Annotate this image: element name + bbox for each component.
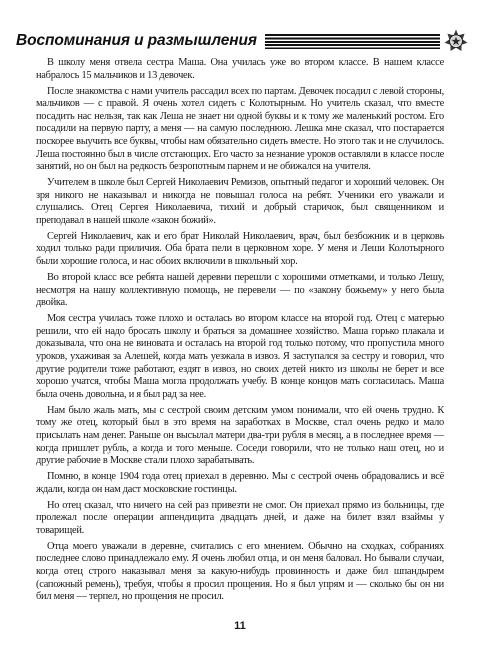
page-header [16, 28, 468, 54]
paragraph: Но отец сказал, что ничего на сей раз привезти не смог. Он приехал прямо из больницы, где пролежал после операции аппендицита двадцать дней, и даже на билет взял взаймы у товарищей. [36, 499, 444, 536]
paragraph: Помню, в конце 1904 года отец приехал в деревню. Мы с сестрой очень обрадовались и всё ждали, когда он нам даст московские гостинцы. [36, 471, 444, 495]
running-title: Воспоминания и размышления [16, 32, 257, 49]
page-number: 11 [234, 620, 246, 632]
body-text [36, 57, 444, 607]
header-stripes-decoration [265, 34, 440, 49]
medal-emblem-icon [444, 29, 468, 53]
paragraph: Моя сестра училась тоже плохо и осталась во втором классе на второй год. Отец с матерью решили, что ей надо бросать школу и браться за домашнее хозяйство. Маша горько плакала и доказывала, что она не виновата и осталась на второй год только потому, что пропустила много уроков, ухаживая за Алешей, когда мать уезжала в извоз. Я заступался за сестру и говорил, что другие родители тоже работают, ездят в извоз, но своих детей никто из школы не берет и все хорошо учатся, чтобы Маша могла продолжать учебу. В конце концов мать согласилась. Маша была очень довольна, и я был рад за нее. [36, 313, 444, 400]
paragraph: Сергей Николаевич, как и его брат Николай Николаевич, врач, был безбожник и в церковь ходил только ради приличия. Оба брата пели в церковном хоре. У меня и Леши Колотырного были хорошие голоса, и нас обоих включили в школьный хор. [36, 230, 444, 268]
paragraph: Нам было жаль мать, мы с сестрой своим детским умом понимали, что ей очень трудно. К тому же отец, который был в это время на заработках в Москве, стал очень редко и мало присылать нам денег. Раньше он высылал матери два-три рубля в месяц, а в последнее время — когда пришлет рубль, а когда и того меньше. Соседи говорили, что не только наш отец, но и другие рабочие в Москве стали плохо зарабатывать. [36, 404, 444, 467]
paragraph: Во второй класс все ребята нашей деревни перешли с хорошими отметками, и только Лешу, несмотря на нашу коллективную помощь, не перевели — по «закону божьему» у него была двойка. [36, 272, 444, 309]
paragraph: В школу меня отвела сестра Маша. Она училась уже во втором классе. В нашем классе набралось 15 мальчиков и 13 девочек. [36, 57, 444, 81]
paragraph: Отца моего уважали в деревне, считались с его мнением. Обычно на сходках, собраниях последнее слово принадлежало ему. Я очень любил отца, и он меня баловал. Но бывали случаи, когда отец строго наказывал меня за какую-нибудь провинность и даже бил шпандырем (сапожный ремень), требуя, чтобы я просил прощения. Но я был упрям и — сколько бы он ни бил меня — терпел, но прощения не просил. [36, 540, 444, 603]
paragraph: Учителем в школе был Сергей Николаевич Ремизов, опытный педагог и хороший человек. Он зря никого не наказывал и никогда не повышал голоса на ребят. Ученики его уважали и слушались. Отец Сергея Николаевича, тихий и добрый старичок, был священником и преподавал в нашей школе «закон божий». [36, 177, 444, 226]
paragraph: После знакомства с нами учитель рассадил всех по партам. Девочек посадил с левой стороны, мальчиков — с правой. Я очень хотел сидеть с Колотырным. Но учитель сказал, что вместе посадить нас нельзя, так как Леша не знает ни одной буквы и к тому же маленький ростом. Его посадили на первую парту, а меня — на самую последнюю. Лешка мне сказал, что постарается поскорее выучить все буквы, чтобы нам обязательно сидеть вместе. Но этого так и не случилось. Леша постоянно был в числе отстающих. Его часто за незнание уроков оставляли в классе после занятий, но он был на редкость безропотным парнем и не обижался на учителя. [36, 85, 444, 173]
